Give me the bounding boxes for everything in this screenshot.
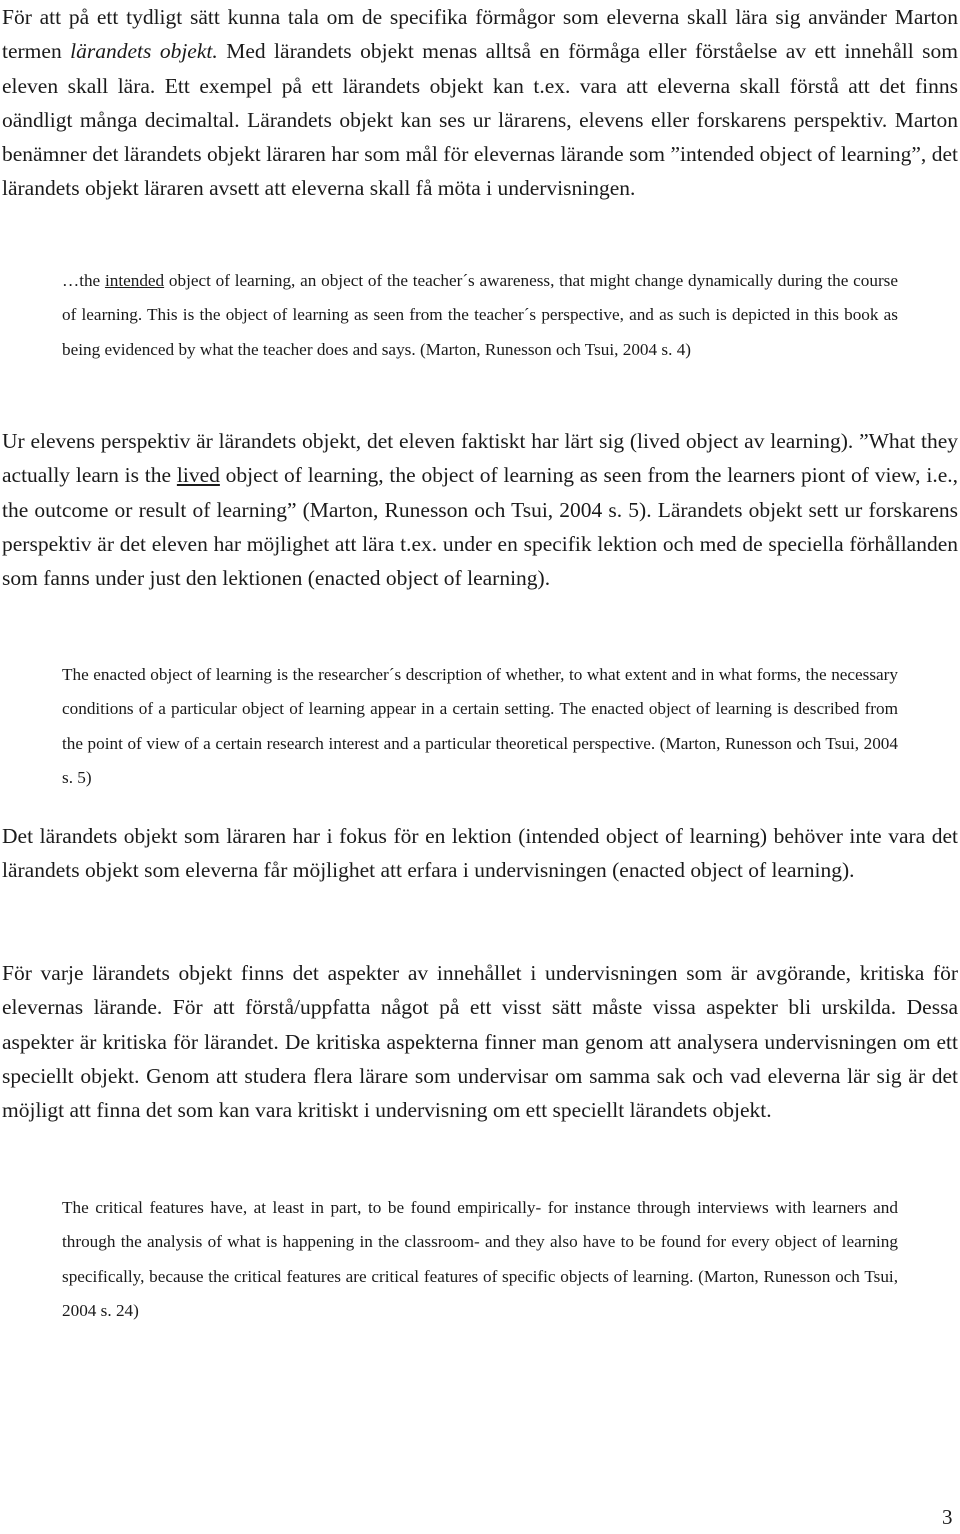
block-quote-enacted: The enacted object of learning is the researcher´s description of whether, to what extent and in what forms, the necessary conditions of a particular object of learning appear in a certain setting. The enacted object of learning is described from the point of view of a certain research interest and a particular theoretical perspective. (Marton, Runesson och Tsui, 2004 s. 5) — [62, 665, 898, 787]
paragraph-text-start: För att på ett tydligt sätt kunna tala om de specifika förmågor som eleverna skall lära sig använder Marton termen — [2, 5, 958, 64]
quote-text-start: …the — [62, 271, 105, 290]
emphasized-term: lärandets objekt. — [70, 39, 218, 64]
paragraph-text-end: object of learning, the object of learning as seen from the learners piont of view, i.e., the outcome or result of learning” (Marton, Runesson och Tsui, 2004 s. 5). Lärandets objekt sett ur forskarens perspektiv är det eleven har möjlighet att lära t.ex. under en specifik lektion och med de speciella förhållanden som fanns under just den lektionen (enacted object of learning). — [2, 463, 958, 591]
underlined-term: lived — [176, 463, 220, 488]
block-quote-critical-features: The critical features have, at least in part, to be found empirically- for instance through interviews with learners and through the analysis of what is happening in the classroom- and they also have to be found for every object of learning specifically, because the critical features are critical features of specific objects of learning. (Marton, Runesson och Tsui, 2004 s. 24) — [62, 1198, 898, 1320]
quote-text-end: object of learning, an object of the teacher´s awareness, that might change dynamically during the course of learning. This is the object of learning as seen from the teacher´s perspective, and as such is depicted in this book as being evidenced by what the teacher does and says. (Marton, Runesson och Tsui, 2004 s. 4) — [62, 271, 898, 359]
page-number: 3 — [942, 1505, 953, 1529]
paragraph-text-end: Med lärandets objekt menas alltså en förmåga eller förståelse av ett innehåll som eleven skall lära. Ett exempel på ett lärandets objekt kan t.ex. vara att eleverna skall förstå att det finns oändligt många decimaltal. Lärandets objekt kan ses ur lärarens, elevens eller forskarens perspektiv. Marton benämner det lärandets objekt läraren har som mål för elevernas lärande som ”intended object of learning”, det lärandets objekt läraren avsett att eleverna skall få möta i undervisningen. — [2, 39, 959, 201]
paragraph-intended-vs-enacted: Det lärandets objekt som läraren har i fokus för en lektion (intended object of learning) behöver inte vara det lärandets objekt som eleverna får möjlighet att erfara i undervisningen (enacted object of learning). — [2, 824, 958, 883]
paragraph-learning-object-intro — [2, 0, 958, 206]
underlined-term: intended — [104, 271, 165, 290]
paragraph-text-start: Ur elevens perspektiv är lärandets objekt, det eleven faktiskt har lärt sig (lived object av learning). ”What they actually learn is the — [2, 429, 958, 488]
block-quote-intended — [62, 264, 898, 367]
paragraph-student-perspective — [2, 424, 958, 595]
paragraph-critical-aspects: För varje lärandets objekt finns det aspekter av innehållet i undervisningen som är avgörande, kritiska för elevernas lärande. För att förstå/uppfatta något på ett visst sätt måste vissa aspekter bli urskilda. Dessa aspekter är kritiska för lärandet. De kritiska aspekterna finner man genom att analysera undervisningen om ett speciellt objekt. Genom att studera flera lärare som undervisar om samma sak och vad eleverna lär sig är det möjligt att finna det som kan vara kritiskt i undervisning om ett speciellt lärandets objekt. — [2, 961, 958, 1123]
